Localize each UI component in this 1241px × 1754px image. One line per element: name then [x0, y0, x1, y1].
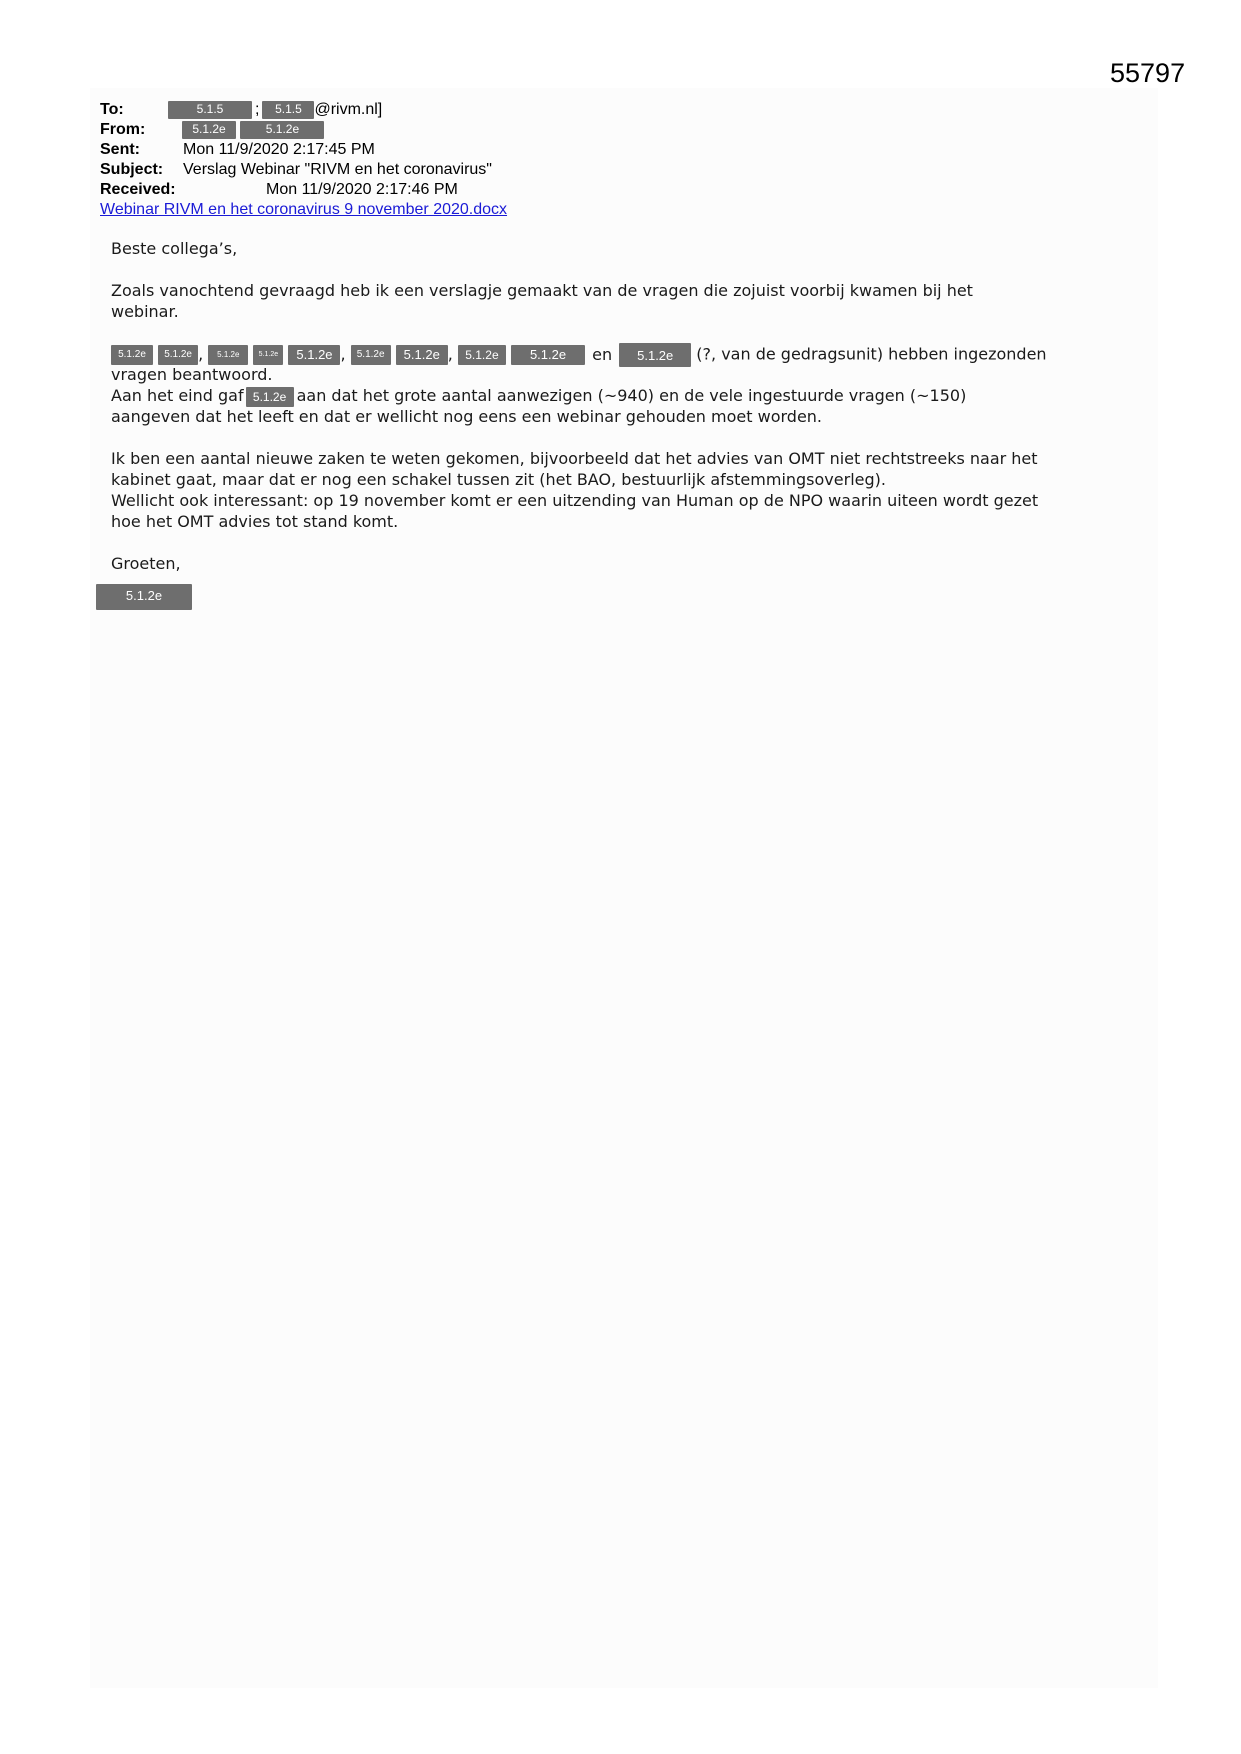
redaction-box: 5.1.5 [262, 101, 314, 119]
redaction-box: 5.1.2e [511, 345, 585, 365]
received-label: Received: [100, 181, 176, 198]
page-number: 55797 [1110, 58, 1186, 88]
closing: Groeten, [111, 554, 181, 573]
redacted-names-line [111, 343, 1141, 364]
to-email-suffix: @rivm.nl] [314, 101, 383, 118]
comma: , [447, 344, 453, 364]
subject-value: Verslag Webinar "RIVM en het coronavirus" [183, 161, 492, 178]
email-body [111, 238, 1141, 574]
to-separator: ; [255, 101, 260, 118]
text-line [111, 385, 1141, 406]
word-en: en [592, 344, 613, 364]
text-line: hoe het OMT advies tot stand komt. [111, 512, 399, 531]
redaction-box: 5.1.2e [253, 345, 283, 365]
comma: , [198, 344, 204, 364]
text-line: Wellicht ook interessant: op 19 november komt er een uitzending van Human op de NPO waarin uiteen wordt gezet [111, 491, 1039, 510]
paragraph-3 [111, 448, 1141, 532]
paragraph-2 [111, 343, 1141, 427]
text-fragment: aan dat het grote aantal aanwezigen (~940) en de vele ingestuurde vragen (~150) [296, 386, 967, 405]
text-line: vragen beantwoord. [111, 365, 273, 384]
sent-value: Mon 11/9/2020 2:17:45 PM [183, 141, 375, 158]
sent-label: Sent: [100, 141, 140, 158]
to-label: To: [100, 101, 124, 118]
from-label: From: [100, 121, 146, 138]
paragraph-1 [111, 280, 1141, 322]
text-line: aangeven dat het leeft en dat er wellicht nog eens een webinar gehouden moet worden. [111, 407, 823, 426]
text-line: Ik ben een aantal nieuwe zaken te weten gekomen, bijvoorbeeld dat het advies van OMT niet rechtstreeks naar het [111, 449, 1038, 468]
redaction-box: 5.1.2e [396, 345, 448, 365]
attachment-link[interactable]: Webinar RIVM en het coronavirus 9 november 2020.docx [100, 201, 508, 218]
text-fragment: Aan het eind gaf [111, 386, 244, 405]
text-fragment: (?, van de gedragsunit) hebben ingezonden [696, 344, 1047, 364]
comma: , [340, 344, 346, 364]
signature-redaction: 5.1.2e [96, 584, 192, 610]
redaction-box: 5.1.2e [351, 345, 391, 365]
text-line: webinar. [111, 302, 179, 321]
redaction-box: 5.1.2e [158, 345, 198, 365]
redaction-box: 5.1.2e [458, 345, 506, 365]
redaction-box: 5.1.5 [168, 101, 252, 119]
text-line: Zoals vanochtend gevraagd heb ik een verslagje gemaakt van de vragen die zojuist voorbij kwamen bij het [111, 281, 973, 300]
redaction-box: 5.1.2e [208, 345, 248, 365]
redaction-box: 5.1.2e [246, 387, 294, 407]
text-line: kabinet gaat, maar dat er nog een schakel tussen zit (het BAO, bestuurlijk afstemmingsoverleg). [111, 470, 886, 489]
received-value: Mon 11/9/2020 2:17:46 PM [266, 181, 458, 198]
redaction-box: 5.1.2e [111, 345, 153, 365]
redaction-box: 5.1.2e [288, 345, 340, 365]
greeting: Beste collega’s, [111, 239, 238, 258]
redaction-box: 5.1.2e [619, 343, 691, 367]
subject-label: Subject: [100, 161, 164, 178]
redaction-box: 5.1.2e [182, 121, 236, 139]
redaction-box: 5.1.2e [240, 121, 324, 139]
